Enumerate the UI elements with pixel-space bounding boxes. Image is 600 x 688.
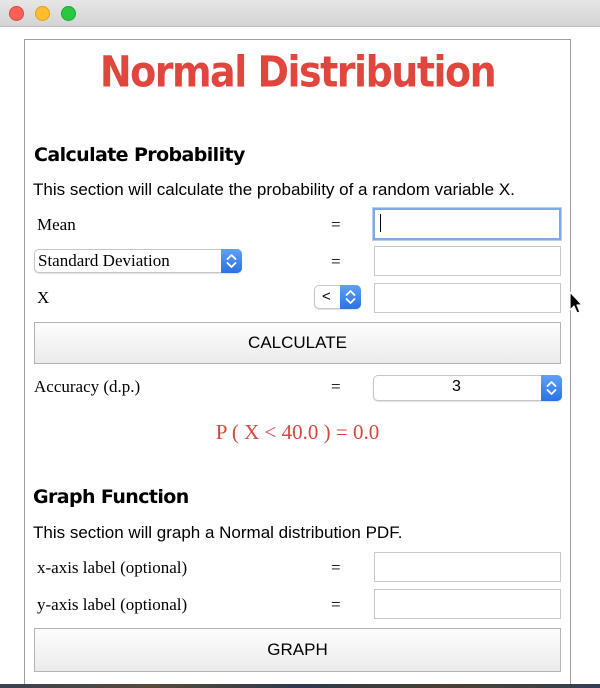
- mean-label: Mean: [37, 215, 76, 234]
- accuracy-label: Accuracy (d.p.): [34, 377, 141, 396]
- xaxis-input[interactable]: [374, 552, 561, 582]
- xaxis-equals: =: [331, 558, 341, 577]
- x-operator-selected: <: [322, 288, 331, 305]
- x-operator-select[interactable]: [314, 285, 361, 309]
- mean-input[interactable]: [373, 208, 561, 240]
- graph-button[interactable]: GRAPH: [34, 628, 561, 672]
- sd-type-select[interactable]: [34, 249, 242, 273]
- text-caret: [380, 214, 381, 232]
- title-bar: [0, 0, 600, 27]
- probability-description: This section will calculate the probability of a random variable X.: [33, 180, 515, 199]
- graph-heading: Graph Function: [33, 486, 189, 508]
- yaxis-label: y-axis label (optional): [37, 595, 188, 614]
- close-window-button[interactable]: [9, 6, 24, 21]
- page-title: Normal Distribution: [99, 47, 496, 97]
- minimize-window-button[interactable]: [35, 6, 50, 21]
- accuracy-select[interactable]: [373, 375, 562, 401]
- calculate-button[interactable]: CALCULATE: [34, 322, 561, 364]
- graph-description: This section will graph a Normal distribution PDF.: [33, 523, 403, 542]
- sd-type-selected: Standard Deviation: [38, 251, 170, 270]
- probability-result: P ( X < 40.0 ) = 0.0: [215, 420, 380, 444]
- x-operator-stepper: [340, 285, 361, 309]
- yaxis-equals: =: [331, 595, 341, 614]
- sd-select-stepper: [221, 249, 242, 273]
- sd-equals: =: [331, 252, 341, 271]
- accuracy-stepper: [541, 375, 562, 401]
- accuracy-selected: 3: [452, 378, 461, 395]
- accuracy-equals: =: [331, 377, 341, 396]
- x-label: X: [37, 288, 50, 307]
- x-input[interactable]: [374, 283, 561, 313]
- main-panel: [24, 39, 571, 685]
- content-area: [0, 27, 600, 684]
- xaxis-label: x-axis label (optional): [37, 558, 188, 577]
- desktop-background: [0, 684, 600, 688]
- chevron-updown-icon: [541, 375, 562, 401]
- sd-input[interactable]: [374, 246, 561, 276]
- mean-equals: =: [331, 215, 341, 234]
- chevron-updown-icon: [340, 285, 361, 309]
- maximize-window-button[interactable]: [61, 6, 76, 21]
- mouse-pointer-icon: [568, 291, 584, 317]
- probability-heading: Calculate Probability: [34, 144, 245, 166]
- chevron-updown-icon: [221, 249, 242, 273]
- yaxis-input[interactable]: [374, 589, 561, 619]
